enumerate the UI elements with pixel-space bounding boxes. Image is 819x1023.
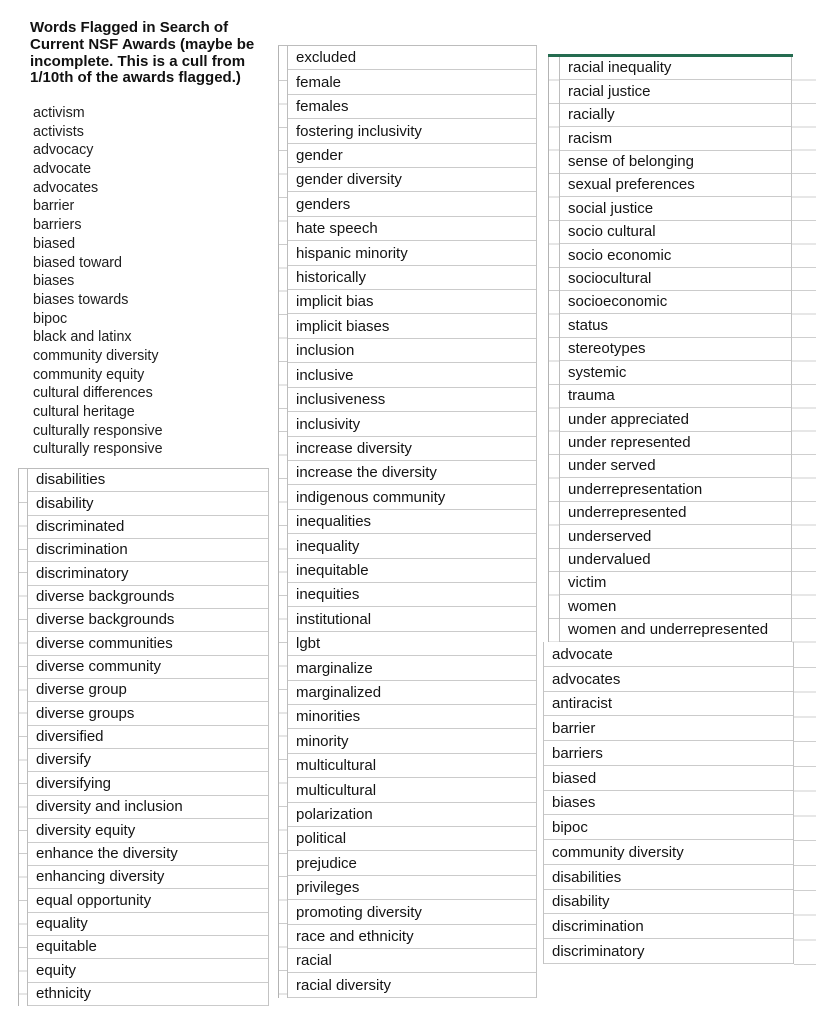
empty-grid-column: [794, 643, 816, 965]
word-cell[interactable]: increase diversity: [288, 437, 536, 461]
word-cell[interactable]: political: [288, 827, 536, 851]
empty-grid-column: [792, 57, 816, 643]
word-cell[interactable]: sociocultural: [560, 268, 791, 291]
word-cell[interactable]: advocate: [544, 642, 793, 667]
right-top-word-table: [548, 57, 792, 642]
word-cell[interactable]: multicultural: [288, 778, 536, 802]
word-cell[interactable]: under represented: [560, 432, 791, 455]
word-cell[interactable]: underrepresentation: [560, 478, 791, 501]
word-cell[interactable]: undervalued: [560, 549, 791, 572]
word-cell[interactable]: socioeconomic: [560, 291, 791, 314]
word-cell[interactable]: barriers: [33, 217, 82, 234]
word-cell[interactable]: marginalized: [288, 681, 536, 705]
word-cell[interactable]: polarization: [288, 803, 536, 827]
middle-table-rows: [288, 46, 537, 998]
word-cell[interactable]: discriminatory: [28, 562, 268, 585]
word-cell[interactable]: bipoc: [33, 310, 68, 327]
word-cell[interactable]: historically: [288, 266, 536, 290]
left-plain-word-list: [33, 104, 263, 459]
right-bottom-table-rows: [543, 642, 794, 964]
word-cell[interactable]: underserved: [560, 525, 791, 548]
word-cell[interactable]: promoting diversity: [288, 900, 536, 924]
word-cell[interactable]: community diversity: [33, 347, 159, 364]
word-cell[interactable]: barrier: [33, 198, 75, 215]
word-cell[interactable]: institutional: [288, 607, 536, 631]
word-cell[interactable]: cultural differences: [33, 385, 153, 402]
word-cell[interactable]: minorities: [288, 705, 536, 729]
word-cell[interactable]: inclusion: [288, 339, 536, 363]
word-cell[interactable]: equality: [28, 913, 268, 936]
word-cell[interactable]: socio cultural: [560, 221, 791, 244]
word-cell[interactable]: racial diversity: [288, 973, 536, 997]
word-cell[interactable]: systemic: [560, 361, 791, 384]
word-cell[interactable]: black and latinx: [33, 329, 132, 346]
word-cell[interactable]: racially: [560, 104, 791, 127]
word-cell[interactable]: disability: [28, 492, 268, 515]
word-cell[interactable]: diverse group: [28, 679, 268, 702]
word-cell[interactable]: inclusivity: [288, 412, 536, 436]
word-cell[interactable]: disabilities: [544, 865, 793, 890]
word-cell[interactable]: inequitable: [288, 559, 536, 583]
word-cell[interactable]: community equity: [33, 366, 145, 383]
word-cell[interactable]: antiracist: [544, 692, 793, 717]
word-cell[interactable]: victim: [560, 572, 791, 595]
word-cell[interactable]: female: [288, 70, 536, 94]
word-cell[interactable]: advocacy: [33, 142, 94, 159]
word-cell[interactable]: sense of belonging: [560, 151, 791, 174]
word-cell[interactable]: gender diversity: [288, 168, 536, 192]
word-cell[interactable]: culturally responsive: [33, 441, 163, 458]
word-cell[interactable]: biases: [33, 273, 75, 290]
word-cell[interactable]: females: [288, 95, 536, 119]
word-cell[interactable]: implicit biases: [288, 314, 536, 338]
word-cell[interactable]: diversity and inclusion: [28, 796, 268, 819]
word-cell[interactable]: women and underrepresented: [560, 619, 791, 642]
word-cell[interactable]: socio economic: [560, 244, 791, 267]
word-cell[interactable]: racial justice: [560, 80, 791, 103]
word-cell[interactable]: privileges: [288, 876, 536, 900]
word-cell[interactable]: diversified: [28, 726, 268, 749]
word-cell[interactable]: marginalize: [288, 656, 536, 680]
word-cell[interactable]: multicultural: [288, 754, 536, 778]
word-cell[interactable]: inclusiveness: [288, 388, 536, 412]
right-top-table-rows: [560, 57, 792, 642]
word-cell[interactable]: discriminatory: [544, 939, 793, 964]
word-cell[interactable]: lgbt: [288, 632, 536, 656]
right-table-row-gutter: [548, 57, 560, 642]
word-cell[interactable]: social justice: [560, 197, 791, 220]
word-cell[interactable]: sexual preferences: [560, 174, 791, 197]
word-cell[interactable]: diversify: [28, 749, 268, 772]
word-cell[interactable]: race and ethnicity: [288, 925, 536, 949]
word-cell[interactable]: disabilities: [28, 469, 268, 492]
word-cell[interactable]: activists: [33, 123, 84, 140]
word-cell[interactable]: biased: [33, 235, 76, 252]
left-table-row-gutter: [18, 469, 28, 1006]
word-cell[interactable]: stereotypes: [560, 338, 791, 361]
word-cell[interactable]: prejudice: [288, 851, 536, 875]
word-cell[interactable]: diversifying: [28, 772, 268, 795]
word-cell[interactable]: increase the diversity: [288, 461, 536, 485]
flagged-words-note: Words Flagged in Search of Current NSF Awards (maybe be incomplete. This is a cull from 1/10th of the awards flagged.): [30, 19, 255, 87]
middle-word-table: [278, 45, 537, 998]
word-cell[interactable]: cultural heritage: [33, 404, 135, 420]
word-cell[interactable]: ethnicity: [28, 983, 268, 1006]
word-cell[interactable]: diverse communities: [28, 632, 268, 655]
word-cell[interactable]: status: [560, 314, 791, 337]
word-cell[interactable]: enhancing diversity: [28, 866, 268, 889]
word-cell[interactable]: hate speech: [288, 217, 536, 241]
middle-table-row-gutter: [278, 46, 288, 998]
left-table-rows: [28, 469, 269, 1006]
word-cell[interactable]: discrimination: [28, 539, 268, 562]
word-cell[interactable]: discrimination: [544, 914, 793, 939]
word-cell[interactable]: racial inequality: [560, 57, 791, 80]
word-cell[interactable]: inclusive: [288, 363, 536, 387]
word-cell[interactable]: barriers: [544, 741, 793, 766]
word-cell[interactable]: under appreciated: [560, 408, 791, 431]
word-cell[interactable]: equal opportunity: [28, 889, 268, 912]
word-cell[interactable]: hispanic minority: [288, 241, 536, 265]
word-cell[interactable]: under served: [560, 455, 791, 478]
word-cell[interactable]: women: [560, 595, 791, 618]
word-cell[interactable]: gender: [288, 144, 536, 168]
word-cell[interactable]: genders: [288, 192, 536, 216]
word-cell[interactable]: underrepresented: [560, 502, 791, 525]
word-cell[interactable]: equity: [28, 959, 268, 982]
word-cell[interactable]: inequalities: [288, 510, 536, 534]
word-cell[interactable]: implicit bias: [288, 290, 536, 314]
word-cell[interactable]: biased toward: [33, 254, 123, 271]
word-cell[interactable]: indigenous community: [288, 485, 536, 509]
word-cell[interactable]: diverse backgrounds: [28, 586, 268, 609]
left-word-table: [18, 468, 269, 1006]
word-cell[interactable]: enhance the diversity: [28, 843, 268, 866]
word-cell[interactable]: bipoc: [544, 815, 793, 840]
word-cell[interactable]: diverse backgrounds: [28, 609, 268, 632]
word-cell[interactable]: diverse groups: [28, 702, 268, 725]
word-cell[interactable]: biases: [544, 791, 793, 816]
word-cell[interactable]: diverse community: [28, 656, 268, 679]
word-cell[interactable]: barrier: [544, 716, 793, 741]
word-cell[interactable]: community diversity: [544, 840, 793, 865]
word-cell[interactable]: minority: [288, 729, 536, 753]
word-cell[interactable]: biased: [544, 766, 793, 791]
word-cell[interactable]: inequities: [288, 583, 536, 607]
word-cell[interactable]: advocate: [33, 161, 92, 178]
word-cell[interactable]: discriminated: [28, 516, 268, 539]
word-cell[interactable]: advocates: [33, 179, 99, 196]
word-cell[interactable]: culturally responsive: [33, 422, 163, 439]
word-cell[interactable]: trauma: [560, 385, 791, 408]
word-cell[interactable]: diversity equity: [28, 819, 268, 842]
word-cell[interactable]: excluded: [288, 46, 536, 70]
word-cell[interactable]: fostering inclusivity: [288, 119, 536, 143]
right-bottom-word-table: [543, 642, 794, 964]
word-cell[interactable]: racism: [560, 127, 791, 150]
word-cell[interactable]: racial: [288, 949, 536, 973]
word-cell[interactable]: activism: [33, 105, 85, 121]
word-cell[interactable]: equitable: [28, 936, 268, 959]
word-cell[interactable]: biases towards: [33, 291, 129, 308]
word-cell[interactable]: disability: [544, 890, 793, 915]
word-cell[interactable]: inequality: [288, 534, 536, 558]
word-cell[interactable]: advocates: [544, 667, 793, 692]
